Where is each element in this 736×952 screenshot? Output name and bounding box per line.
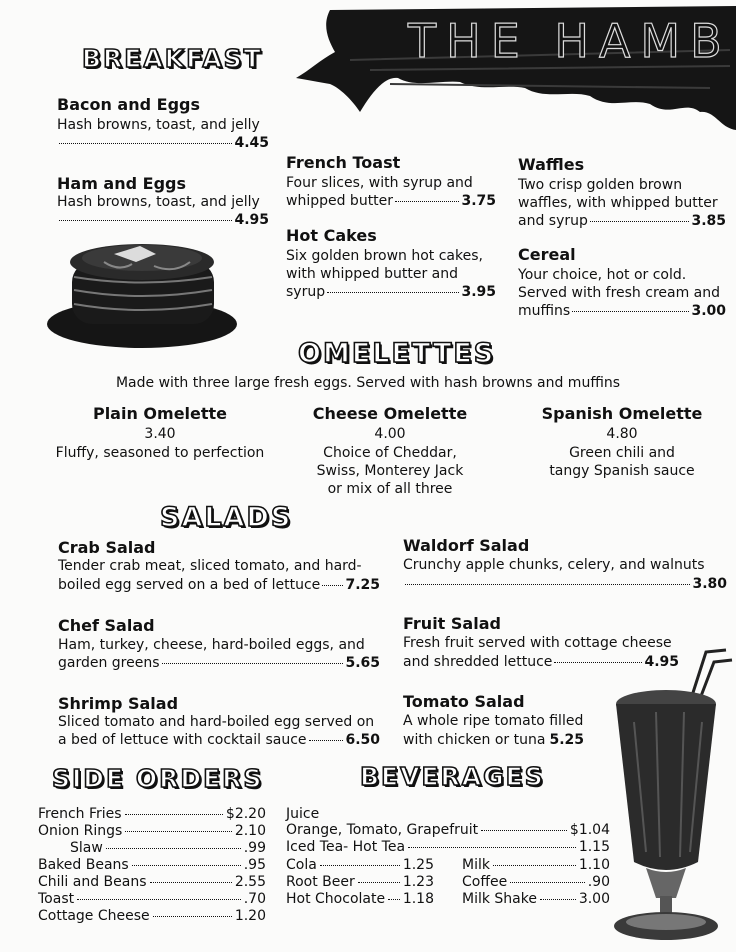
omelettes-subtitle: Made with three large fresh eggs. Served with hash browns and muffins: [115, 375, 621, 391]
waffles-desc2: waffles, with whipped butter: [518, 195, 718, 211]
plain-omelette-name: Plain Omelette: [92, 404, 228, 423]
hot-cakes-desc1: Six golden brown hot cakes,: [286, 248, 483, 264]
bev-row-coffee: [462, 874, 610, 891]
spanish-omelette-desc1: Green chili and: [569, 445, 675, 461]
waffles-line3: [518, 212, 726, 230]
side-french-fries-name: French Fries: [38, 806, 122, 822]
side-toast-price: .70: [243, 891, 266, 907]
shrimp-salad-price: 6.50: [345, 732, 380, 748]
bev-coffee-name: Coffee: [462, 874, 508, 890]
hot-cakes-price: 3.95: [461, 284, 496, 300]
salads-heading: SALADS: [160, 502, 293, 533]
side-cottage-cheese-price: 1.20: [234, 908, 266, 924]
bev-orange-name: Orange, Tomato, Grapefruit: [286, 822, 479, 838]
spanish-omelette-name: Spanish Omelette: [541, 404, 703, 423]
bev-coffee-price: .90: [587, 874, 610, 890]
milkshake-illustration: [606, 642, 734, 947]
side-onion-rings-price: 2.10: [234, 823, 266, 839]
cereal-name: Cereal: [518, 245, 576, 264]
spanish-omelette: [502, 404, 736, 480]
banner: [290, 0, 736, 135]
fruit-salad-price: 4.95: [644, 654, 679, 670]
waffles-price: 3.85: [691, 213, 726, 229]
bev-juice-label: Juice: [286, 806, 320, 822]
pancake-stack-illustration: [44, 232, 240, 350]
plain-omelette-price: 3.40: [144, 426, 176, 442]
french-toast-desc1: Four slices, with syrup and: [286, 175, 473, 191]
tomato-salad-name: Tomato Salad: [403, 692, 525, 711]
spanish-omelette-desc2: tangy Spanish sauce: [549, 463, 695, 479]
bev-row-cola: [286, 857, 434, 874]
side-row-slaw: [70, 840, 266, 857]
waffles-name: Waffles: [518, 155, 585, 174]
crab-salad-price: 7.25: [345, 577, 380, 593]
bacon-eggs-price-line: [57, 134, 269, 152]
chef-salad-price: 5.65: [345, 655, 380, 671]
side-row-french-fries: [38, 806, 266, 823]
bev-root-beer-price: 1.23: [402, 874, 434, 890]
bev-hot-chocolate-name: Hot Chocolate: [286, 891, 386, 907]
cereal-desc3: muffins: [518, 303, 571, 319]
chef-salad-line2: [58, 654, 380, 672]
bev-tea-name: Iced Tea- Hot Tea: [286, 839, 406, 855]
cheese-omelette-desc3: or mix of all three: [327, 481, 453, 497]
tomato-salad-price: 5.25: [549, 732, 584, 748]
bacon-eggs-desc: Hash browns, toast, and jelly: [57, 117, 260, 133]
shrimp-salad-name: Shrimp Salad: [58, 694, 179, 713]
side-chili-beans-price: 2.55: [234, 874, 266, 890]
tomato-salad-desc2: with chicken or tuna: [403, 732, 546, 748]
omelettes-heading: OMELETTES: [298, 338, 496, 369]
breakfast-heading: BREAKFAST: [82, 44, 263, 73]
chef-salad-name: Chef Salad: [58, 616, 155, 635]
french-toast-name: French Toast: [286, 153, 401, 172]
waffles-desc1: Two crisp golden brown: [518, 177, 683, 193]
crab-salad-desc2: boiled egg served on a bed of lettuce: [58, 577, 321, 593]
tomato-salad-line2: [403, 731, 584, 749]
hot-cakes-line3: [286, 283, 496, 301]
cheese-omelette-desc1: Choice of Cheddar,: [323, 445, 457, 461]
bev-milk-name: Milk: [462, 857, 490, 873]
bev-hot-chocolate-price: 1.18: [402, 891, 434, 907]
waldorf-salad-desc1: Crunchy apple chunks, celery, and walnuts: [403, 557, 705, 573]
bev-root-beer-name: Root Beer: [286, 874, 355, 890]
side-row-baked-beans: [38, 857, 266, 874]
bev-row-milk: [462, 857, 610, 874]
hot-cakes-desc3: syrup: [286, 284, 326, 300]
fruit-salad-name: Fruit Salad: [403, 614, 501, 633]
shrimp-salad-desc2: a bed of lettuce with cocktail sauce: [58, 732, 307, 748]
waldorf-salad-price: 3.80: [692, 576, 727, 592]
bev-row-root-beer: [286, 874, 434, 891]
crab-salad-desc1: Tender crab meat, sliced tomato, and hard-: [58, 558, 362, 574]
side-row-toast: [38, 891, 266, 908]
spanish-omelette-price: 4.80: [606, 426, 638, 442]
ham-eggs-desc: Hash browns, toast, and jelly: [57, 194, 260, 210]
shrimp-salad-desc1: Sliced tomato and hard-boiled egg served on: [58, 714, 375, 730]
bev-row-hot-chocolate: [286, 891, 434, 908]
plain-omelette: [40, 404, 280, 462]
side-baked-beans-name: Baked Beans: [38, 857, 129, 873]
cheese-omelette: [270, 404, 510, 498]
side-row-cottage-cheese: [38, 908, 266, 925]
bev-cola-name: Cola: [286, 857, 317, 873]
waldorf-salad-name: Waldorf Salad: [403, 536, 530, 555]
bacon-eggs-name: Bacon and Eggs: [57, 95, 200, 114]
side-french-fries-price: $2.20: [225, 806, 266, 822]
side-cottage-cheese-name: Cottage Cheese: [38, 908, 150, 924]
chef-salad-desc1: Ham, turkey, cheese, hard-boiled eggs, and: [58, 637, 365, 653]
plain-omelette-desc1: Fluffy, seasoned to perfection: [55, 445, 265, 461]
bev-cola-price: 1.25: [402, 857, 434, 873]
bev-tea-price: 1.15: [578, 839, 610, 855]
side-slaw-price: .99: [243, 840, 266, 856]
bacon-eggs-price: 4.45: [234, 135, 269, 151]
cereal-desc1: Your choice, hot or cold.: [518, 267, 687, 283]
cereal-line3: [518, 302, 726, 320]
hot-cakes-desc2: with whipped butter and: [286, 266, 458, 282]
bev-row-orange: [286, 822, 610, 839]
cheese-omelette-name: Cheese Omelette: [312, 404, 468, 423]
side-chili-beans-name: Chili and Beans: [38, 874, 147, 890]
bev-milk-shake-name: Milk Shake: [462, 891, 537, 907]
shrimp-salad-line2: [58, 731, 380, 749]
cereal-price: 3.00: [691, 303, 726, 319]
chef-salad-desc2: garden greens: [58, 655, 160, 671]
banner-title: THE HAMB: [408, 14, 732, 68]
ham-eggs-price-line: [57, 211, 269, 229]
side-slaw-name: Slaw: [70, 840, 103, 856]
beverages-heading: BEVERAGES: [360, 762, 545, 791]
side-onion-rings-name: Onion Rings: [38, 823, 123, 839]
side-row-chili-beans: [38, 874, 266, 891]
french-toast-line2: [286, 192, 496, 210]
waldorf-salad-line2: [403, 575, 727, 593]
ham-eggs-price: 4.95: [234, 212, 269, 228]
hot-cakes-name: Hot Cakes: [286, 226, 377, 245]
cheese-omelette-price: 4.00: [374, 426, 406, 442]
cereal-desc2: Served with fresh cream and: [518, 285, 721, 301]
bev-milk-price: 1.10: [578, 857, 610, 873]
cheese-omelette-desc2: Swiss, Monterey Jack: [316, 463, 464, 479]
crab-salad-name: Crab Salad: [58, 538, 156, 557]
bev-row-milk-shake: [462, 891, 610, 908]
french-toast-desc2: whipped butter: [286, 193, 394, 209]
side-baked-beans-price: .95: [243, 857, 266, 873]
side-orders-heading: SIDE ORDERS: [52, 764, 264, 793]
bev-milk-shake-price: 3.00: [578, 891, 610, 907]
bev-row-tea: [286, 839, 610, 856]
bev-orange-price: $1.04: [569, 822, 610, 838]
tomato-salad-desc1: A whole ripe tomato filled: [403, 713, 584, 729]
fruit-salad-desc1: Fresh fruit served with cottage cheese: [403, 635, 672, 651]
ham-eggs-name: Ham and Eggs: [57, 174, 186, 193]
side-toast-name: Toast: [38, 891, 75, 907]
side-row-onion-rings: [38, 823, 266, 840]
waffles-desc3: and syrup: [518, 213, 588, 229]
fruit-salad-desc2: and shredded lettuce: [403, 654, 553, 670]
french-toast-price: 3.75: [461, 193, 496, 209]
crab-salad-line2: [58, 576, 380, 594]
